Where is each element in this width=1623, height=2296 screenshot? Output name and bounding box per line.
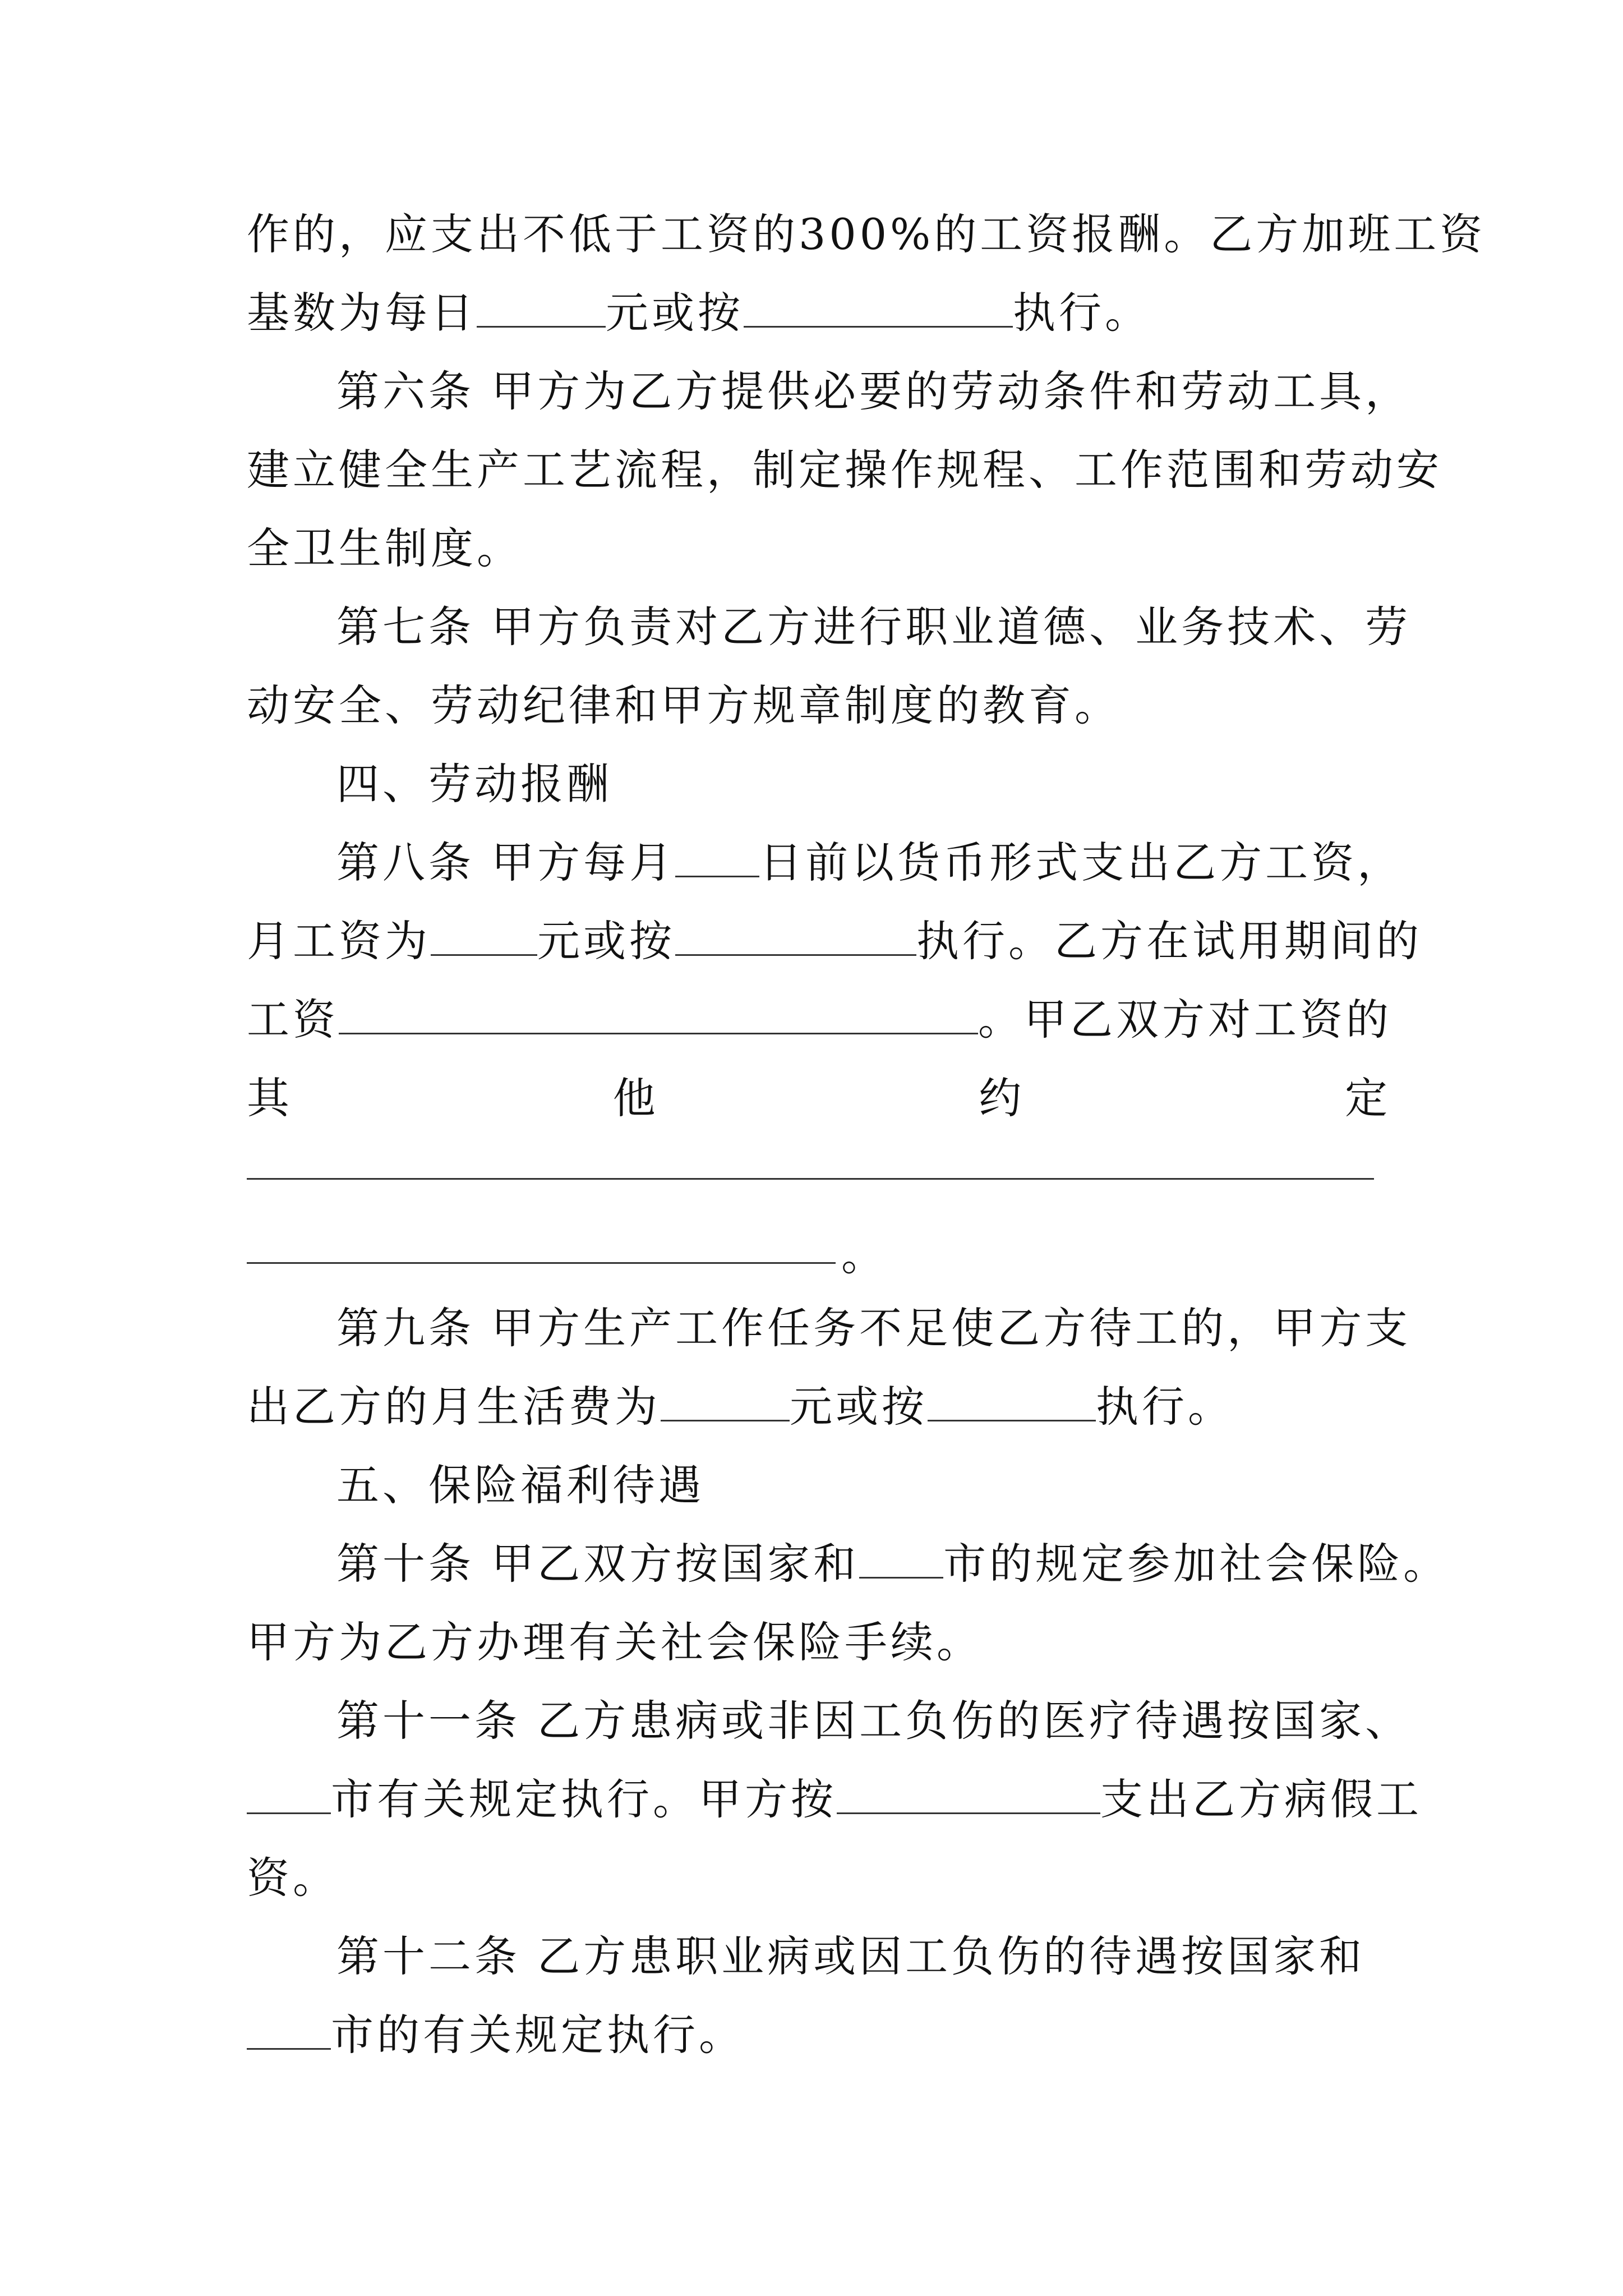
text-line bbox=[247, 1379, 1391, 1435]
line-text: 第八条 甲方每月 bbox=[336, 838, 676, 887]
line-text: 第六条 甲方为乙方提供必要的劳动条件和劳动工具， bbox=[336, 366, 1412, 416]
heading-text: 四、劳动报酬 bbox=[336, 759, 612, 809]
line-text: 执行。 bbox=[1096, 1382, 1234, 1432]
blank-field bbox=[247, 1178, 1374, 1180]
text-line bbox=[247, 1772, 1422, 1828]
line-text: 工资 bbox=[247, 995, 339, 1045]
article-10-line bbox=[336, 1536, 1481, 1592]
blank-field bbox=[837, 1778, 1100, 1814]
blank-field bbox=[247, 1262, 836, 1264]
spread-char: 定 bbox=[1344, 1073, 1391, 1123]
text-line bbox=[247, 1850, 1391, 1906]
blank-field bbox=[859, 1542, 943, 1579]
line-text: 第十条 甲乙双方按国家和 bbox=[336, 1539, 860, 1589]
line-text: 执行。 bbox=[1013, 288, 1151, 338]
blank-field bbox=[675, 919, 916, 956]
line-text: 建立健全生产工艺流程，制定操作规程、工作范围和劳动安 bbox=[247, 445, 1442, 495]
line-text: 元或按 bbox=[537, 916, 675, 966]
line-text: 支出乙方病假工 bbox=[1100, 1774, 1422, 1824]
line-text: 第十一条 乙方患病或非因工负伤的医疗待遇按国家、 bbox=[336, 1696, 1412, 1746]
line-text: 元或按 bbox=[606, 288, 744, 338]
line-text: 月工资为 bbox=[247, 916, 431, 966]
text-line bbox=[841, 1227, 953, 1283]
line-text: 日前以货币形式支出乙方工资， bbox=[759, 838, 1404, 887]
blank-field bbox=[431, 919, 537, 956]
line-text: 甲方为乙方办理有关社会保险手续。 bbox=[247, 1617, 983, 1667]
blank-field bbox=[661, 1385, 790, 1421]
article-9-line bbox=[336, 1300, 1481, 1356]
line-text: 出乙方的月生活费为 bbox=[247, 1382, 661, 1432]
line-text: 元或按 bbox=[790, 1382, 928, 1432]
text-line bbox=[247, 285, 1391, 341]
line-text: 。甲乙双方对工资的 bbox=[978, 995, 1392, 1045]
blank-field bbox=[675, 841, 759, 877]
line-text: 执行。乙方在试用期间的 bbox=[916, 916, 1422, 966]
blank-field bbox=[477, 291, 606, 328]
line-text: 动安全、劳动纪律和甲方规章制度的教育。 bbox=[247, 680, 1121, 730]
text-line bbox=[247, 442, 1442, 498]
line-text: 基数为每日 bbox=[247, 288, 477, 338]
line-text: 第七条 甲方负责对乙方进行职业道德、业务技术、劳 bbox=[336, 602, 1412, 652]
line-text: 全卫生制度。 bbox=[247, 523, 523, 573]
text-line bbox=[247, 913, 1422, 969]
blank-field bbox=[247, 1778, 331, 1814]
article-7-line bbox=[336, 599, 1481, 655]
blank-field bbox=[928, 1385, 1096, 1421]
blank-field bbox=[744, 291, 1013, 328]
line-text: 第十二条 乙方患职业病或因工负伤的待遇按国家和 bbox=[336, 1931, 1366, 1981]
text-line bbox=[247, 992, 1391, 1048]
line-text: 第九条 甲方生产工作任务不足使乙方待工的，甲方支 bbox=[336, 1303, 1412, 1353]
spread-line bbox=[247, 1070, 1391, 1126]
text-line bbox=[247, 1614, 1391, 1671]
spread-char: 约 bbox=[979, 1073, 1025, 1123]
spread-char: 他 bbox=[612, 1073, 659, 1123]
section-heading bbox=[336, 756, 1481, 812]
line-text: 市有关规定执行。甲方按 bbox=[331, 1774, 837, 1824]
line-text: 市的规定参加社会保险。 bbox=[943, 1539, 1450, 1589]
text-line bbox=[247, 521, 1391, 577]
heading-text: 五、保险福利待遇 bbox=[336, 1460, 704, 1510]
line-text: 作的，应支出不低于工资的300%的工资报酬。乙方加班工资 bbox=[247, 209, 1486, 259]
spread-char: 其 bbox=[247, 1073, 293, 1123]
text-line bbox=[247, 678, 1391, 734]
article-11-line bbox=[336, 1693, 1481, 1749]
article-8-line bbox=[336, 835, 1481, 891]
line-text: 市的有关规定执行。 bbox=[331, 2010, 745, 2060]
blank-field bbox=[247, 2013, 331, 2050]
section-heading bbox=[336, 1457, 1481, 1513]
article-6-line bbox=[336, 364, 1481, 420]
line-text: 资。 bbox=[247, 1853, 339, 1903]
text-line bbox=[247, 206, 1486, 263]
article-12-line bbox=[336, 1929, 1481, 1985]
blank-field bbox=[339, 998, 978, 1034]
text-line bbox=[247, 2007, 1391, 2063]
line-text: 。 bbox=[841, 1230, 887, 1280]
